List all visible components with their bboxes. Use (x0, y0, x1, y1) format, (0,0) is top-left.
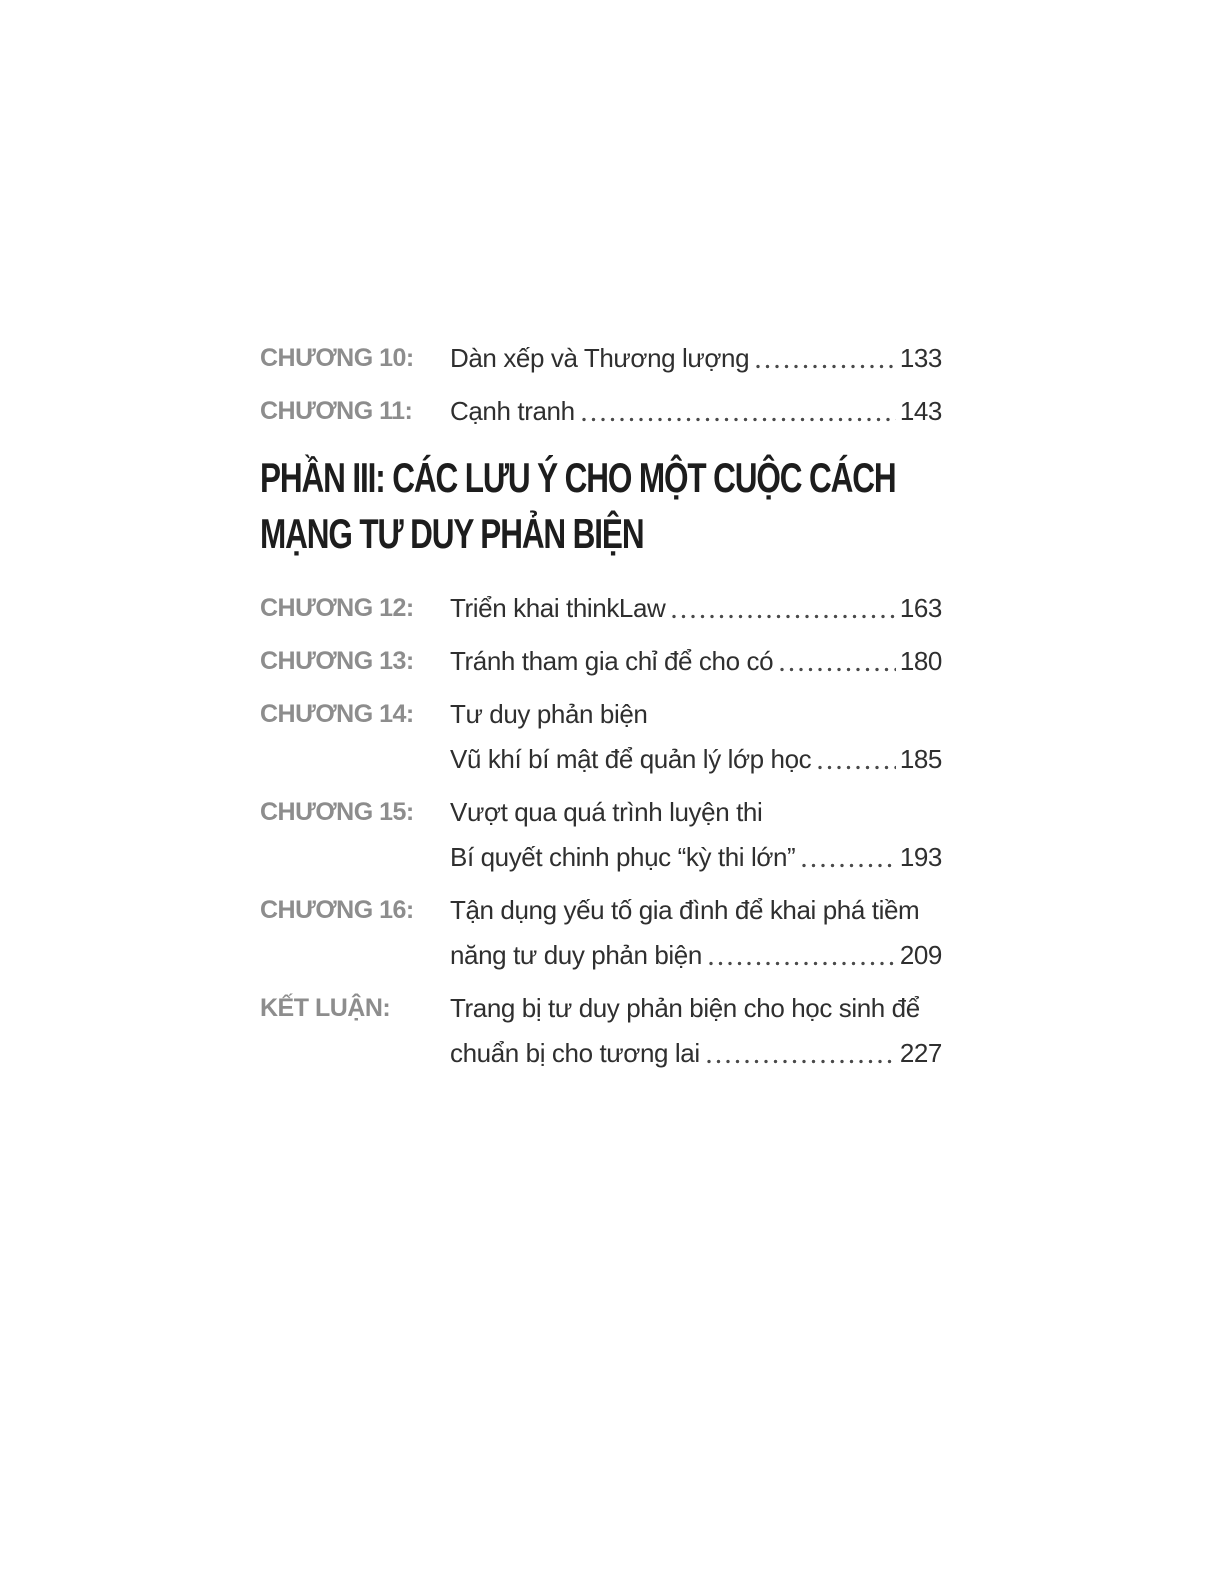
toc-entry-content (450, 639, 942, 684)
toc-entry-label: CHƯƠNG 15: (260, 798, 414, 826)
toc-entry-content (450, 586, 942, 631)
toc-entry-page-number: 227 (899, 1038, 942, 1068)
toc-entry-content (450, 692, 942, 782)
section-heading-part-3 (260, 450, 896, 562)
toc-entry-title: Cạnh tranh (450, 396, 575, 426)
toc-entry-page-number: 163 (899, 593, 942, 623)
dot-leader (802, 863, 896, 868)
toc-entry-chapter-13 (260, 639, 942, 684)
toc-entry-chapter-10 (260, 336, 942, 381)
section-heading-line-2: MẠNG TƯ DUY PHẢN BIỆN (260, 510, 644, 557)
section-heading-line-1: PHẦN III: CÁC LƯU Ý CHO MỘT CUỘC CÁCH (260, 454, 896, 501)
dot-leader (818, 765, 896, 770)
toc-entry-content (450, 389, 942, 434)
toc-entry-page-number: 185 (899, 744, 942, 774)
dot-leader (709, 961, 896, 966)
dot-leader (582, 417, 896, 422)
toc-entry-page-number: 133 (899, 343, 942, 373)
toc-entry-title-continued: năng tư duy phản biện (450, 940, 702, 970)
toc-entry-chapter-11 (260, 389, 942, 434)
toc-entry-title: Triển khai thinkLaw (450, 593, 666, 623)
toc-entry-page-number: 143 (899, 396, 942, 426)
dot-leader (780, 667, 896, 672)
toc-entry-chapter-12 (260, 586, 942, 631)
toc-entry-title: Tư duy phản biện (450, 699, 648, 729)
toc-entry-subtitle: Bí quyết chinh phục “kỳ thi lớn” (450, 842, 796, 872)
toc-entry-chapter-14 (260, 692, 942, 782)
toc-entry-label: CHƯƠNG 12: (260, 594, 414, 622)
dot-leader (672, 614, 895, 619)
toc-entry-label: CHƯƠNG 11: (260, 397, 413, 425)
toc-entry-page-number: 193 (899, 842, 942, 872)
toc-entry-page-number: 180 (899, 646, 942, 676)
toc-entry-chapter-16 (260, 888, 942, 978)
toc-entry-page-number: 209 (899, 940, 942, 970)
toc-entry-content (450, 986, 942, 1076)
toc-entry-subtitle: Vũ khí bí mật để quản lý lớp học (450, 744, 812, 774)
toc-entry-title: Vượt qua quá trình luyện thi (450, 797, 763, 827)
toc-entry-content (450, 790, 942, 880)
dot-leader (756, 364, 896, 369)
toc-entry-label: CHƯƠNG 14: (260, 700, 414, 728)
toc-entry-title: Trang bị tư duy phản biện cho học sinh để (450, 993, 920, 1023)
toc-entry-title: Tránh tham gia chỉ để cho có (450, 646, 774, 676)
toc-entry-label: CHƯƠNG 16: (260, 896, 414, 924)
toc-entry-title-continued: chuẩn bị cho tương lai (450, 1038, 700, 1068)
toc-entry-conclusion (260, 986, 942, 1076)
toc-entry-label: KẾT LUẬN: (260, 994, 391, 1022)
toc-entry-chapter-15 (260, 790, 942, 880)
table-of-contents (260, 336, 942, 1084)
toc-entry-title: Tận dụng yếu tố gia đình để khai phá tiềm (450, 895, 920, 925)
toc-entry-content (450, 336, 942, 381)
toc-entry-label: CHƯƠNG 10: (260, 344, 414, 372)
toc-entry-label: CHƯƠNG 13: (260, 647, 414, 675)
dot-leader (707, 1059, 896, 1064)
toc-entry-content (450, 888, 942, 978)
toc-entry-title: Dàn xếp và Thương lượng (450, 343, 750, 373)
